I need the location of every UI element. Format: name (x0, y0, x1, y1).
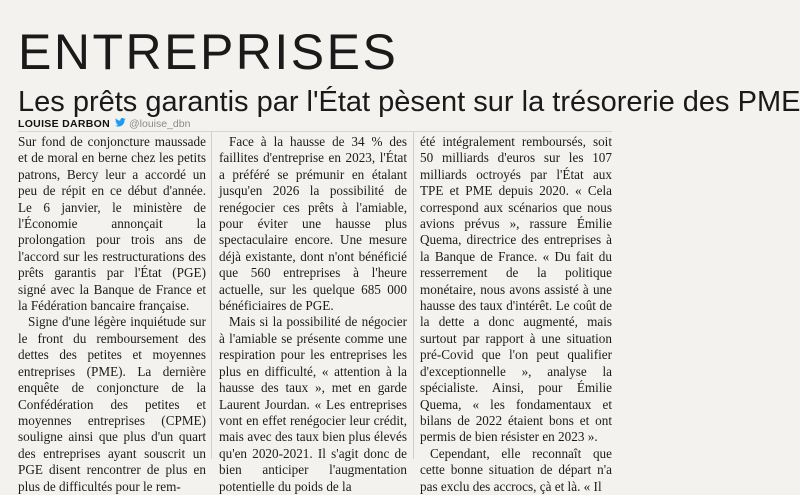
section-title: ENTREPRISES (18, 24, 399, 80)
article-column-1 (18, 134, 206, 494)
byline (18, 118, 190, 130)
column-divider (211, 132, 212, 459)
paragraph: Sur fond de conjoncture maussade et de moral en berne chez les petits patrons, Bercy leur a accordé un peu de répit en ce début d'année. Le 6 janvier, le ministère de l'Économie annonçait la prolongation pour trois ans de l'accord sur les restructurations des prêts garantis par l'État (PGE) signé avec la Banque de France et la Fédération bancaire française. (18, 134, 206, 314)
article-column-2 (219, 134, 407, 494)
paragraph: Cependant, elle reconnaît que cette bonne situation de départ n'a pas exclu des accrocs, çà et là. « Il (420, 445, 612, 494)
paragraph: Signe d'une légère inquiétude sur le front du remboursement des dettes des petites et moyennes entreprises (PME). La dernière enquête de conjoncture de la Confédération des petites et moyennes entreprises (CPME) souligne ainsi que plus d'un quart des entreprises ayant souscrit un PGE disent rencontrer de plus en plus de difficultés pour le rem- (18, 314, 206, 494)
byline-separator (18, 131, 612, 132)
column-divider (413, 132, 414, 459)
paragraph: Face à la hausse de 34 % des faillites d'entreprise en 2023, l'État a préféré se prémunir en étalant jusqu'en 2026 la possibilité de renégocier ces prêts à l'amiable, pour éviter une hausse plus spectaculaire encore. Une mesure déjà existante, dont n'ont bénéficié que 560 entreprises à l'heure actuelle, sur les quelque 685 000 bénéficiaires de PGE. (219, 134, 407, 314)
article-headline: Les prêts garantis par l'État pèsent sur la trésorerie des PME (18, 86, 800, 118)
twitter-bird-icon (115, 118, 126, 130)
author-handle[interactable]: @louise_dbn (129, 118, 191, 130)
article-column-3 (420, 134, 612, 494)
paragraph: Mais si la possibilité de négocier à l'amiable se présente comme une respiration pour les entreprises les plus en difficulté, « attention à la hausse des taux », met en garde Laurent Jourdan. « Les entreprises vont en effet renégocier leur crédit, mais avec des taux bien plus élevés qu'en 2020-2021. Il s'agit donc de bien anticiper l'augmentation potentielle du poids de la (219, 314, 407, 494)
paragraph: été intégralement remboursés, soit 50 milliards d'euros sur les 107 milliards octroyés par l'État aux TPE et PME depuis 2020. « Cela correspond aux scénarios que nous avions prévus », rassure Émilie Quema, directrice des entreprises à la Banque de France. « Du fait du resserrement de la politique monétaire, nous avons assisté à une hausse des taux d'intérêt. Le coût de la dette a donc augmenté, mais surtout par rapport à une situation pré-Covid que l'on peut qualifier d'exceptionnelle », analyse la spécialiste. Ainsi, pour Émilie Quema, « les fondamentaux et bilans de 2022 étaient bons et ont permis de bien résister en 2023 ». (420, 134, 612, 445)
author-name: LOUISE DARBON (18, 118, 110, 130)
